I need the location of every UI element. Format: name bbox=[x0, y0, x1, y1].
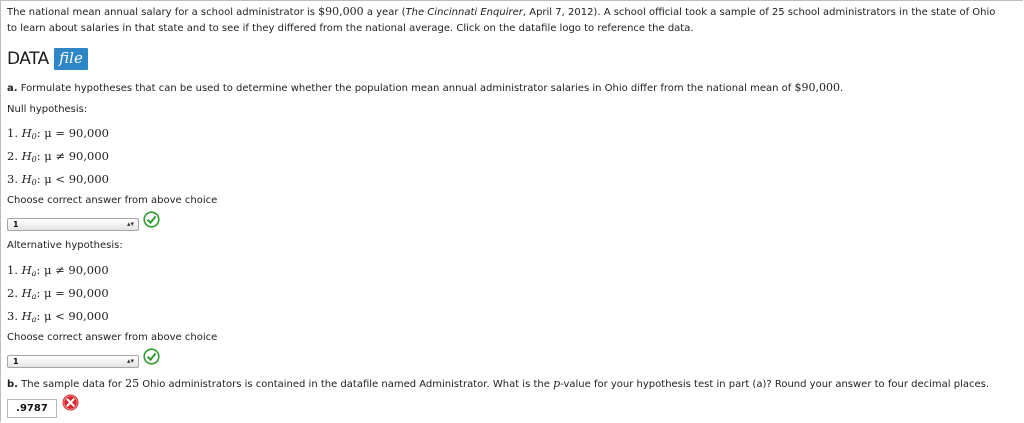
logo-file-box bbox=[54, 48, 88, 70]
choose-label-alt: Choose correct answer from above choice bbox=[7, 332, 218, 343]
logo-word-data: DATA bbox=[7, 49, 49, 69]
select-arrows-icon: ▴▾ bbox=[126, 357, 134, 365]
part-a-text: Formulate hypotheses that can be used to determine whether the population mean annual administrator salaries in Ohio differ from the national mean of bbox=[17, 83, 795, 94]
part-b-text: Ohio administrators is contained in the datafile named Administrator. What is the bbox=[139, 379, 554, 390]
part-b-text: -value for your hypothesis test in part (a)? Round your answer to four decimal places. bbox=[560, 379, 990, 390]
alternative-hypothesis-heading: Alternative hypothesis: bbox=[7, 240, 123, 251]
intro-citation: The Cincinnati Enquirer bbox=[405, 7, 523, 18]
null-option-3: 3. $H_0$: μ < 90,000 bbox=[7, 172, 109, 187]
part-b-sample-size: 25 bbox=[125, 377, 140, 390]
select-arrows-icon: ▴▾ bbox=[126, 220, 134, 228]
correct-check-icon bbox=[143, 211, 160, 228]
part-a-label: a. bbox=[7, 83, 18, 94]
alt-option-3: 3. $H_a$: μ < 90,000 bbox=[7, 309, 109, 324]
null-option-2: 2. $H_0$: μ ≠ 90,000 bbox=[7, 149, 109, 164]
logo-word-file: file bbox=[59, 49, 83, 67]
alternative-hypothesis-select[interactable] bbox=[7, 355, 139, 368]
null-option-1: 1. $H_0$: μ = 90,000 bbox=[7, 126, 109, 141]
alt-option-1: 1. $H_a$: μ ≠ 90,000 bbox=[7, 263, 109, 278]
null-select-value: 1 bbox=[13, 220, 19, 229]
null-hypothesis-select[interactable] bbox=[7, 218, 139, 231]
part-a-amount: $90,000 bbox=[794, 81, 840, 94]
intro-text: , April 7, 2012). A school official took a sample of 25 school administrators in the state of Ohio bbox=[522, 7, 996, 18]
part-a-text: . bbox=[840, 83, 844, 94]
alt-select-value: 1 bbox=[13, 357, 19, 366]
correct-check-icon bbox=[143, 348, 160, 365]
null-hypothesis-heading: Null hypothesis: bbox=[7, 104, 88, 115]
p-value-answer-input[interactable]: .9787 bbox=[7, 399, 57, 418]
intro-line-2: to learn about salaries in that state and to see if they differed from the national average. Click on the datafile logo to reference the data. bbox=[7, 23, 694, 34]
intro-text: The national mean annual salary for a school administrator is bbox=[7, 7, 319, 18]
part-b-label: b. bbox=[7, 379, 18, 390]
part-a-prompt bbox=[7, 81, 843, 94]
choose-label-null: Choose correct answer from above choice bbox=[7, 195, 218, 206]
incorrect-x-icon bbox=[62, 394, 79, 411]
part-b-p-symbol: p bbox=[553, 377, 561, 390]
part-b-text: The sample data for bbox=[17, 379, 126, 390]
alt-option-2: 2. $H_a$: μ = 90,000 bbox=[7, 286, 109, 301]
intro-text: a year ( bbox=[363, 7, 406, 18]
intro-line-1 bbox=[7, 4, 995, 21]
intro-salary: $90,000 bbox=[318, 5, 364, 18]
part-b-prompt bbox=[7, 377, 989, 390]
